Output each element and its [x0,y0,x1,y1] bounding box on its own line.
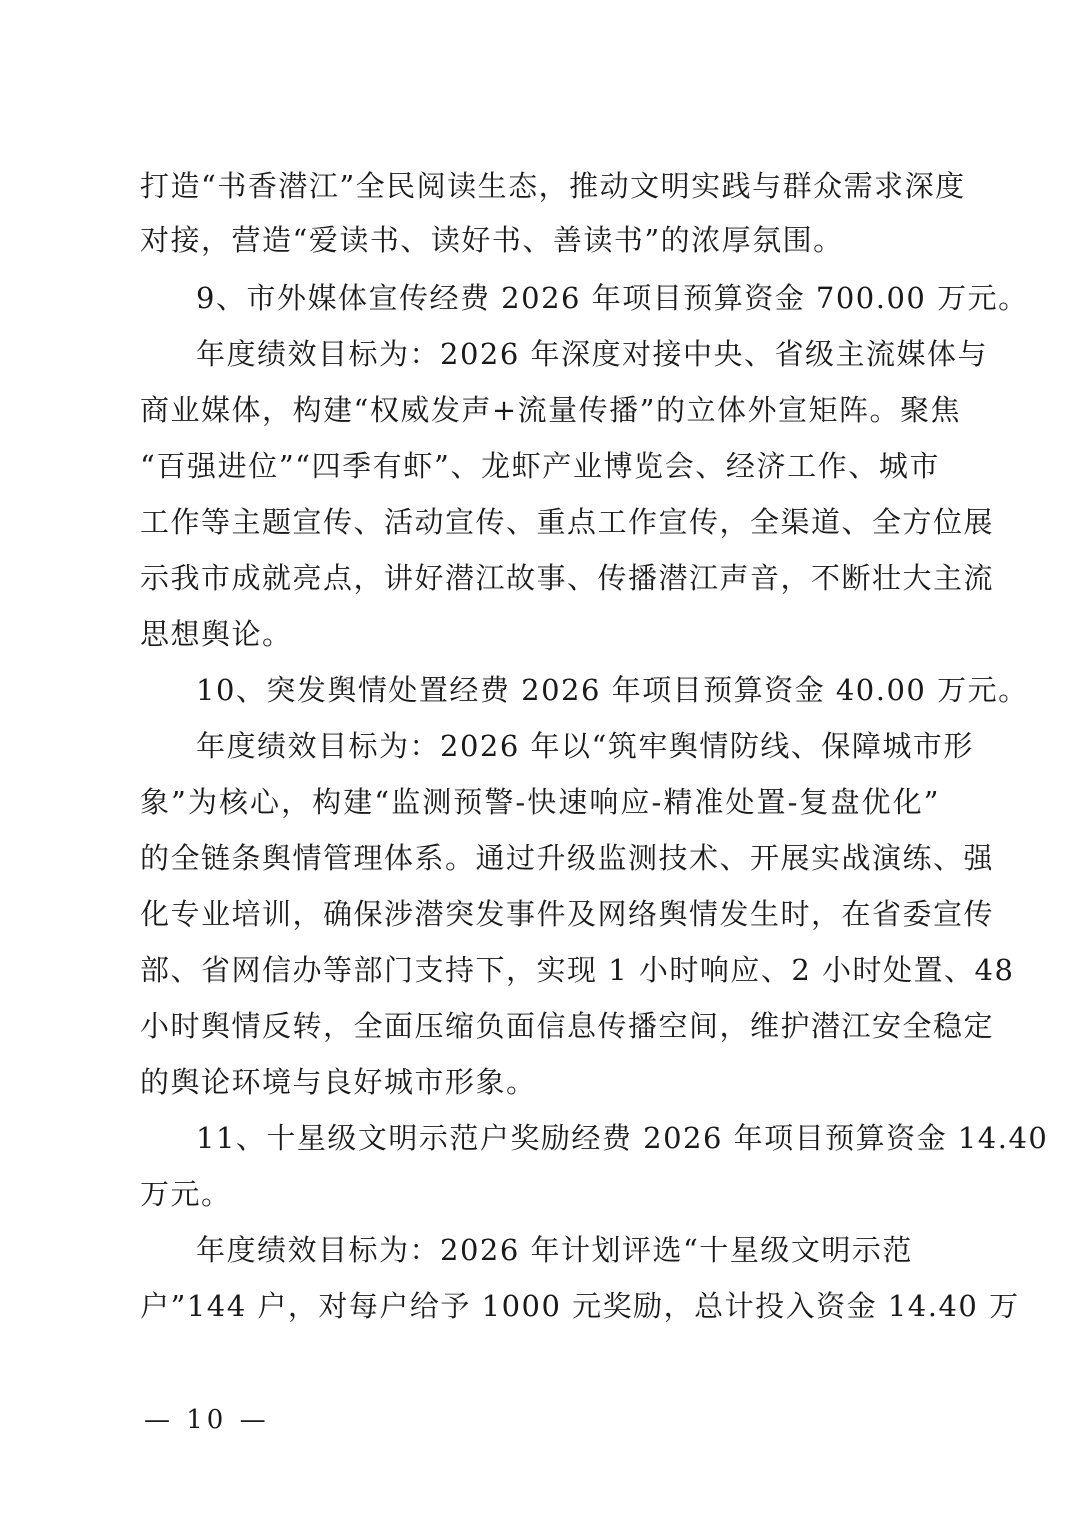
paragraph-line: 户”144 户，对每户给予 1000 元奖励，总计投入资金 14.40 万 [140,1289,1020,1323]
paragraph-line: 思想舆论。 [140,617,293,651]
section-heading-10: 10、突发舆情处置经费 2026 年项目预算资金 40.00 万元。 [196,673,1029,707]
paragraph-line: 万元。 [140,1177,232,1211]
paragraph-line: 部、省网信办等部门支持下，实现 1 小时响应、2 小时处置、48 [140,953,1015,987]
page-number: — 10 — [144,1405,270,1435]
section-heading-11: 11、十星级文明示范户奖励经费 2026 年项目预算资金 14.40 [196,1121,1049,1155]
paragraph-line: 工作等主题宣传、活动宣传、重点工作宣传，全渠道、全方位展 [140,505,995,539]
paragraph-line: 年度绩效目标为：2026 年深度对接中央、省级主流媒体与 [196,337,989,371]
paragraph-line: 的舆论环境与良好城市形象。 [140,1065,537,1099]
paragraph-line: 化专业培训，确保涉潜突发事件及网络舆情发生时，在省委宣传 [140,897,995,931]
paragraph-line: 商业媒体，构建“权威发声+流量传播”的立体外宣矩阵。聚焦 [140,393,961,427]
paragraph-line: 打造“书香潜江”全民阅读生态，推动文明实践与群众需求深度 [140,169,966,203]
paragraph-line: 年度绩效目标为：2026 年以“筑牢舆情防线、保障城市形 [196,729,974,763]
paragraph-line: “百强进位”“四季有虾”、龙虾产业博览会、经济工作、城市 [140,449,940,483]
paragraph-line: 小时舆情反转，全面压缩负面信息传播空间，维护潜江安全稳定 [140,1009,995,1043]
paragraph-line: 对接，营造“爱读书、读好书、善读书”的浓厚氛围。 [140,223,844,257]
paragraph-line: 象”为核心，构建“监测预警-快速响应-精准处置-复盘优化” [140,785,940,819]
paragraph-line: 示我市成就亮点，讲好潜江故事、传播潜江声音，不断壮大主流 [140,561,995,595]
section-heading-9: 9、市外媒体宣传经费 2026 年项目预算资金 700.00 万元。 [196,281,1029,315]
paragraph-line: 的全链条舆情管理体系。通过升级监测技术、开展实战演练、强 [140,841,995,875]
paragraph-line: 年度绩效目标为：2026 年计划评选“十星级文明示范 [196,1233,913,1267]
